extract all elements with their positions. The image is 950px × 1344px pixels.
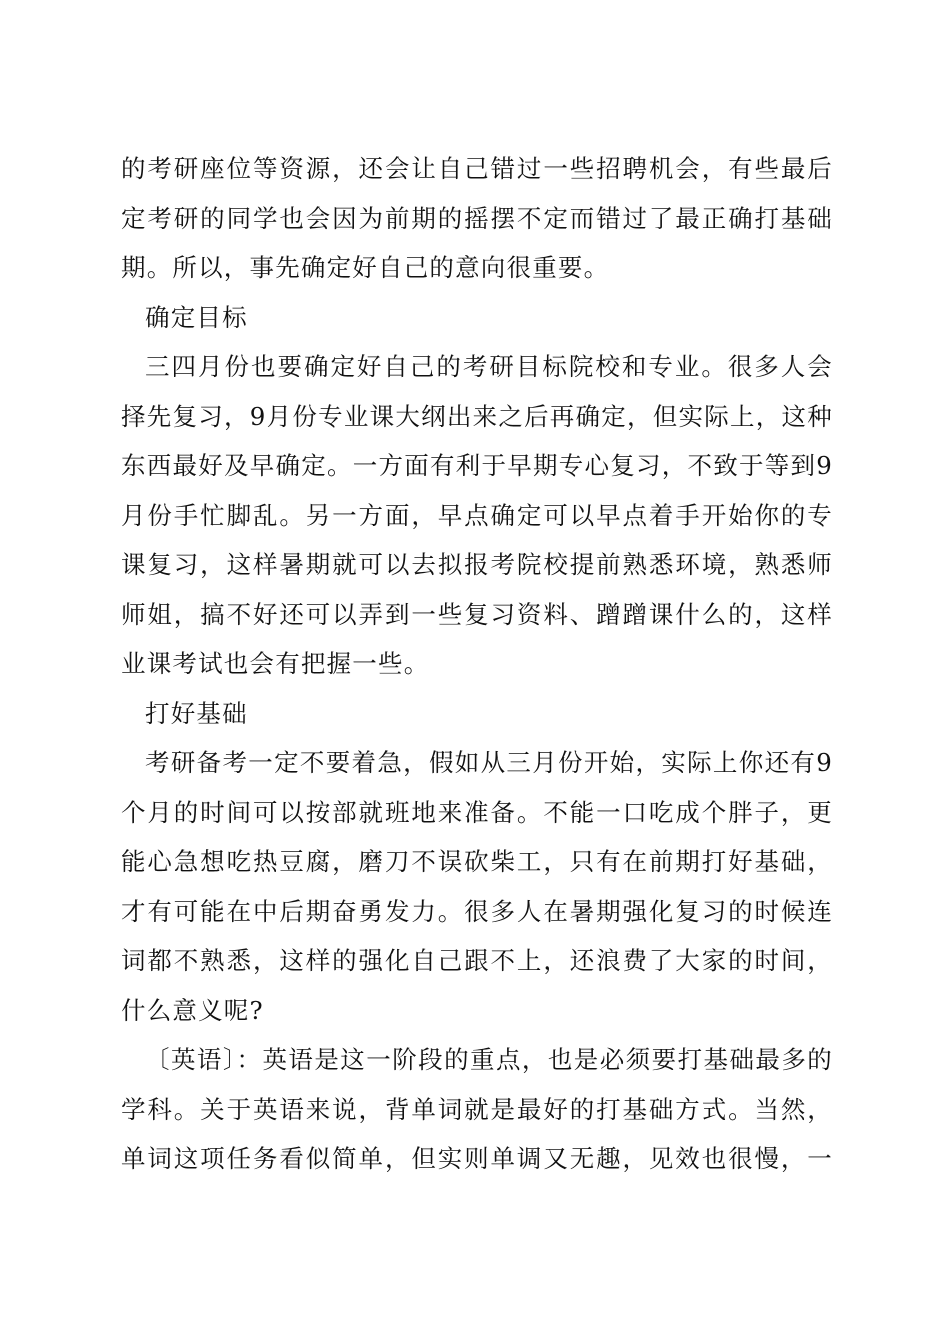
text-line: 能心急想吃热豆腐，磨刀不误砍柴工，只有在前期打好基础， [121, 847, 833, 876]
text-line: 的考研座位等资源，还会让自己错过一些招聘机会，有些最后 [121, 154, 833, 183]
text-line: 期。所以，事先确定好自己的意向很重要。 [121, 253, 610, 282]
document-body [121, 144, 833, 1184]
text-line: 业课考试也会有把握一些。 [121, 649, 430, 678]
text-line: 才有可能在中后期奋勇发力。很多人在暑期强化复习的时候连 [121, 896, 833, 926]
paragraph-2 [121, 342, 833, 689]
text-line: 什么意义呢? [121, 995, 264, 1025]
text-line: 词都不熟悉，这样的强化自己跟不上，还浪费了大家的时间， [121, 946, 833, 975]
text-line: 课复习，这样暑期就可以去拟报考院校提前熟悉环境，熟悉师 [121, 550, 833, 579]
section-heading-foundation: 打好基础 [145, 698, 248, 728]
text-line: 东西最好及早确定。一方面有利于早期专心复习，不致于等到9 [121, 451, 833, 480]
text-line: 个月的时间可以按部就班地来准备。不能一口吃成个胖子，更 [121, 797, 833, 827]
text-line: 考研备考一定不要着急，假如从三月份开始，实际上你还有9 [145, 748, 833, 777]
text-line: 学科。关于英语来说，背单词就是最好的打基础方式。当然， [121, 1094, 833, 1124]
text-line: 〔英语〕：英语是这一阶段的重点，也是必须要打基础最多的 [145, 1045, 833, 1074]
paragraph-4 [121, 1035, 833, 1184]
paragraph-3 [121, 738, 833, 1035]
text-line: 定考研的同学也会因为前期的摇摆不定而错过了最正确打基础 [121, 203, 833, 233]
text-line: 单词这项任务看似简单，但实则单调又无趣，见效也很慢，一 [121, 1144, 833, 1173]
section-heading-goal: 确定目标 [145, 302, 248, 332]
text-line: 师姐，搞不好还可以弄到一些复习资料、蹭蹭课什么的，这样 [121, 599, 833, 629]
text-line: 三四月份也要确定好自己的考研目标院校和专业。很多人会 [145, 352, 833, 381]
text-line: 择先复习，9月份专业课大纲出来之后再确定，但实际上，这种 [121, 401, 833, 431]
text-line: 月份手忙脚乱。另一方面，早点确定可以早点着手开始你的专 [121, 500, 833, 530]
paragraph-1 [121, 144, 833, 293]
